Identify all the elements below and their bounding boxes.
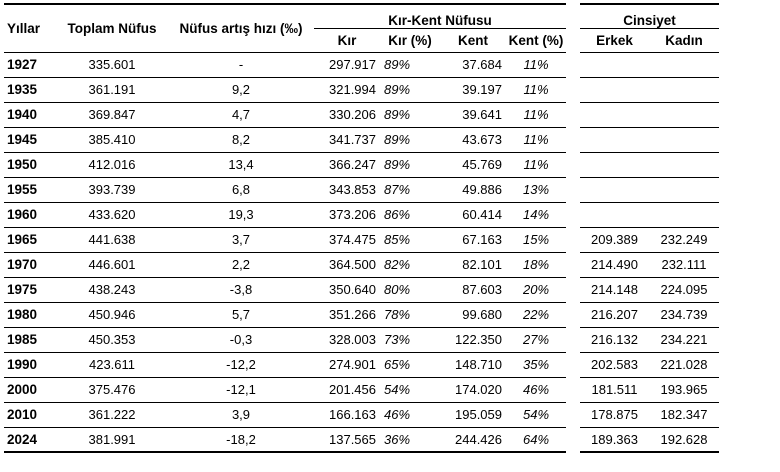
cell-total-population: 375.476 [56,377,168,402]
cell-gap [566,277,580,302]
cell-rural-pct: 65% [380,352,440,377]
cell-urban: 148.710 [440,352,506,377]
cell-year: 1985 [4,327,56,352]
cell-growth-rate: 13,4 [168,152,314,177]
cell-total-population: 450.946 [56,302,168,327]
table-row [4,202,719,227]
cell-rural: 351.266 [314,302,380,327]
cell-urban-pct: 11% [506,52,566,77]
cell-rural-pct: 36% [380,427,440,452]
cell-gap [566,227,580,252]
cell-gap [566,177,580,202]
cell-female: 224.095 [649,277,719,302]
cell-year: 1940 [4,102,56,127]
cell-rural-pct: 89% [380,127,440,152]
table-header [4,4,719,52]
cell-urban: 60.414 [440,202,506,227]
cell-female: 232.111 [649,252,719,277]
cell-gap [566,377,580,402]
cell-rural: 373.206 [314,202,380,227]
cell-female [649,77,719,102]
cell-gap [566,252,580,277]
cell-male: 181.511 [580,377,649,402]
table-row [4,177,719,202]
header-urban-pct: Kent (%) [506,28,566,52]
cell-growth-rate: 3,9 [168,402,314,427]
cell-year: 1945 [4,127,56,152]
cell-total-population: 393.739 [56,177,168,202]
cell-growth-rate: -0,3 [168,327,314,352]
table-row [4,127,719,152]
cell-rural: 343.853 [314,177,380,202]
header-rural-pct: Kır (%) [380,28,440,52]
table-row [4,102,719,127]
cell-urban: 49.886 [440,177,506,202]
cell-rural: 166.163 [314,402,380,427]
cell-female: 192.628 [649,427,719,452]
cell-male [580,177,649,202]
cell-year: 1980 [4,302,56,327]
cell-rural-pct: 85% [380,227,440,252]
cell-male [580,102,649,127]
cell-total-population: 412.016 [56,152,168,177]
cell-male: 216.207 [580,302,649,327]
cell-rural-pct: 87% [380,177,440,202]
table-row [4,52,719,77]
cell-growth-rate: 6,8 [168,177,314,202]
cell-rural-pct: 78% [380,302,440,327]
cell-urban: 82.101 [440,252,506,277]
cell-urban-pct: 11% [506,102,566,127]
cell-rural-pct: 89% [380,102,440,127]
cell-gap [566,152,580,177]
table-row [4,152,719,177]
cell-male: 189.363 [580,427,649,452]
cell-total-population: 385.410 [56,127,168,152]
table-row [4,402,719,427]
cell-female [649,202,719,227]
cell-gap [566,202,580,227]
cell-male: 202.583 [580,352,649,377]
cell-rural-pct: 80% [380,277,440,302]
table-row [4,352,719,377]
cell-rural: 366.247 [314,152,380,177]
cell-total-population: 438.243 [56,277,168,302]
cell-urban-pct: 27% [506,327,566,352]
cell-rural: 321.994 [314,77,380,102]
cell-female: 234.221 [649,327,719,352]
cell-urban-pct: 11% [506,127,566,152]
cell-female: 182.347 [649,402,719,427]
cell-rural: 364.500 [314,252,380,277]
table-row [4,327,719,352]
cell-rural-pct: 82% [380,252,440,277]
header-gender-group: Cinsiyet [580,4,719,28]
cell-urban-pct: 35% [506,352,566,377]
cell-urban: 122.350 [440,327,506,352]
cell-total-population: 361.222 [56,402,168,427]
table-row [4,77,719,102]
cell-female [649,177,719,202]
cell-growth-rate: -12,2 [168,352,314,377]
cell-year: 1935 [4,77,56,102]
cell-male: 209.389 [580,227,649,252]
cell-rural-pct: 89% [380,77,440,102]
table-body [4,52,719,452]
header-female: Kadın [649,28,719,52]
header-total-population: Toplam Nüfus [56,4,168,52]
header-urban: Kent [440,28,506,52]
cell-female [649,102,719,127]
cell-gap [566,327,580,352]
cell-growth-rate: -12,1 [168,377,314,402]
cell-rural: 350.640 [314,277,380,302]
cell-urban: 99.680 [440,302,506,327]
cell-female: 234.739 [649,302,719,327]
cell-urban-pct: 11% [506,77,566,102]
cell-total-population: 335.601 [56,52,168,77]
cell-rural-pct: 73% [380,327,440,352]
cell-rural: 374.475 [314,227,380,252]
cell-total-population: 433.620 [56,202,168,227]
cell-gap [566,427,580,452]
cell-urban-pct: 22% [506,302,566,327]
cell-rural-pct: 89% [380,52,440,77]
cell-rural-pct: 89% [380,152,440,177]
cell-growth-rate: 5,7 [168,302,314,327]
cell-year: 1955 [4,177,56,202]
cell-growth-rate: -3,8 [168,277,314,302]
cell-rural-pct: 46% [380,402,440,427]
cell-year: 1960 [4,202,56,227]
cell-rural: 297.917 [314,52,380,77]
cell-urban: 39.641 [440,102,506,127]
cell-total-population: 450.353 [56,327,168,352]
cell-male: 214.490 [580,252,649,277]
cell-urban-pct: 14% [506,202,566,227]
header-years: Yıllar [4,4,56,52]
cell-urban: 43.673 [440,127,506,152]
cell-rural: 330.206 [314,102,380,127]
cell-urban-pct: 13% [506,177,566,202]
cell-gap [566,77,580,102]
cell-gap [566,402,580,427]
cell-year: 1965 [4,227,56,252]
table-row [4,427,719,452]
cell-male [580,52,649,77]
cell-year: 2024 [4,427,56,452]
cell-female [649,127,719,152]
cell-male: 178.875 [580,402,649,427]
cell-year: 1927 [4,52,56,77]
cell-male [580,202,649,227]
cell-growth-rate: 8,2 [168,127,314,152]
cell-urban-pct: 11% [506,152,566,177]
header-male: Erkek [580,28,649,52]
cell-female [649,52,719,77]
cell-gap [566,127,580,152]
cell-male: 214.148 [580,277,649,302]
cell-growth-rate: - [168,52,314,77]
cell-male [580,77,649,102]
cell-urban-pct: 15% [506,227,566,252]
cell-rural: 328.003 [314,327,380,352]
header-gap [566,28,580,52]
cell-gap [566,302,580,327]
cell-total-population: 423.611 [56,352,168,377]
cell-total-population: 361.191 [56,77,168,102]
cell-growth-rate: -18,2 [168,427,314,452]
cell-year: 1975 [4,277,56,302]
cell-growth-rate: 19,3 [168,202,314,227]
cell-urban-pct: 18% [506,252,566,277]
population-table [4,3,719,453]
cell-year: 1970 [4,252,56,277]
cell-year: 2000 [4,377,56,402]
cell-rural: 137.565 [314,427,380,452]
cell-rural: 274.901 [314,352,380,377]
cell-gap [566,52,580,77]
cell-urban: 39.197 [440,77,506,102]
cell-rural-pct: 54% [380,377,440,402]
table-row [4,252,719,277]
table-row [4,377,719,402]
cell-urban: 67.163 [440,227,506,252]
cell-urban-pct: 64% [506,427,566,452]
cell-male: 216.132 [580,327,649,352]
cell-urban: 45.769 [440,152,506,177]
cell-urban: 87.603 [440,277,506,302]
cell-total-population: 441.638 [56,227,168,252]
cell-growth-rate: 4,7 [168,102,314,127]
header-gap [566,4,580,28]
table-row [4,227,719,252]
cell-total-population: 369.847 [56,102,168,127]
cell-urban-pct: 54% [506,402,566,427]
cell-gap [566,102,580,127]
cell-growth-rate: 2,2 [168,252,314,277]
cell-urban: 37.684 [440,52,506,77]
cell-rural-pct: 86% [380,202,440,227]
cell-female [649,152,719,177]
cell-female: 221.028 [649,352,719,377]
cell-female: 193.965 [649,377,719,402]
header-growth-rate: Nüfus artış hızı (‰) [168,4,314,52]
cell-growth-rate: 9,2 [168,77,314,102]
cell-total-population: 446.601 [56,252,168,277]
cell-urban: 174.020 [440,377,506,402]
header-rural-urban-group: Kır-Kent Nüfusu [314,4,566,28]
cell-urban: 195.059 [440,402,506,427]
cell-total-population: 381.991 [56,427,168,452]
cell-urban: 244.426 [440,427,506,452]
cell-rural: 341.737 [314,127,380,152]
cell-growth-rate: 3,7 [168,227,314,252]
cell-urban-pct: 46% [506,377,566,402]
table-row [4,277,719,302]
cell-year: 1990 [4,352,56,377]
cell-year: 1950 [4,152,56,177]
cell-rural: 201.456 [314,377,380,402]
cell-urban-pct: 20% [506,277,566,302]
cell-male [580,152,649,177]
table-row [4,302,719,327]
cell-female: 232.249 [649,227,719,252]
cell-year: 2010 [4,402,56,427]
cell-gap [566,352,580,377]
cell-male [580,127,649,152]
header-rural: Kır [314,28,380,52]
